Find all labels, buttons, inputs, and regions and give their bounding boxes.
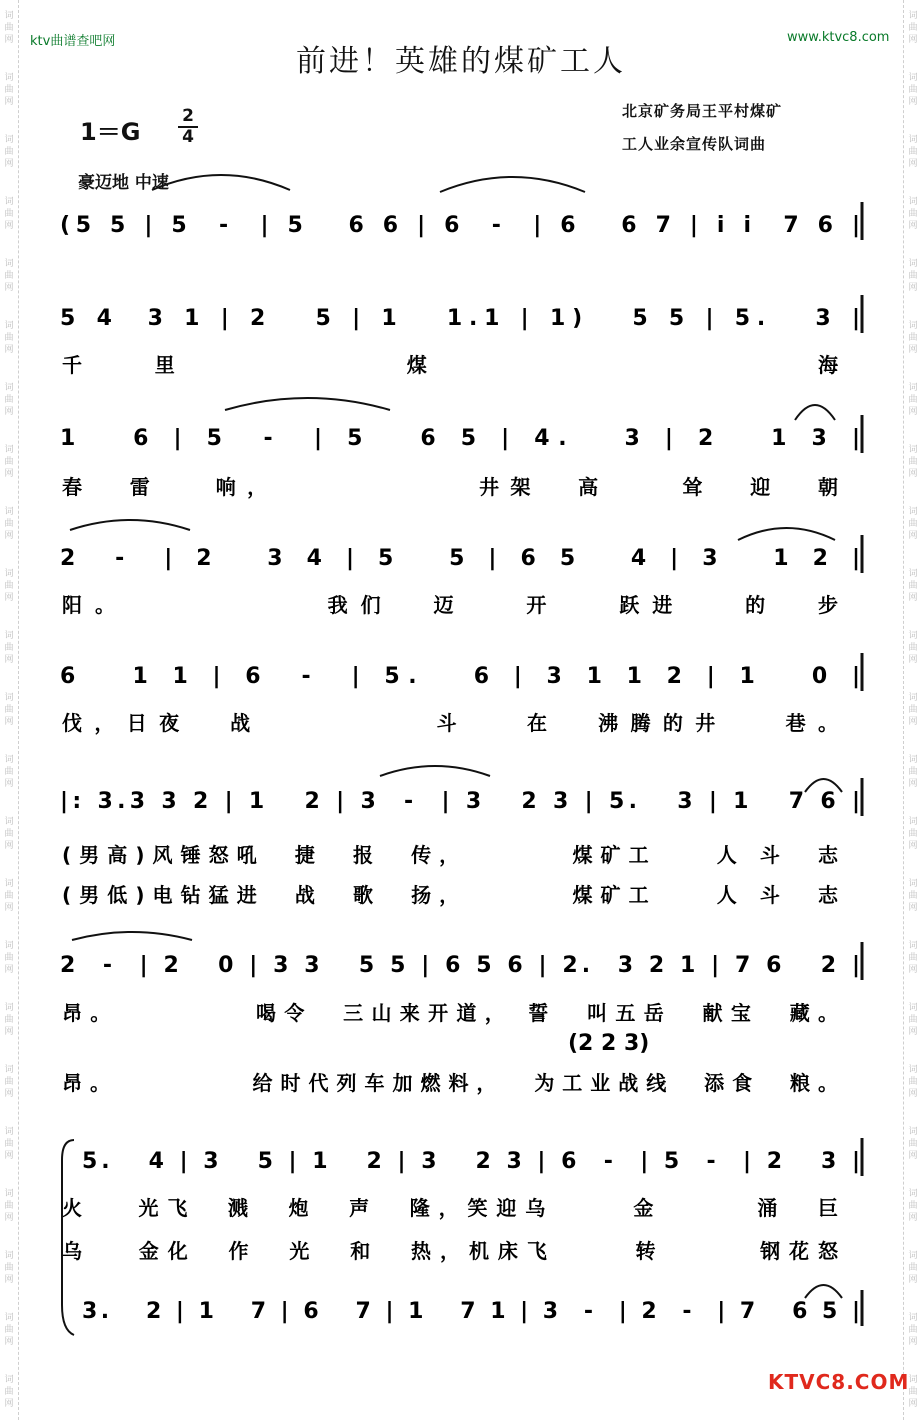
notation-row: (5 5 | 5 - | 5 6 6 | 6 - | 6 6 7 | i i 7 6 | xyxy=(60,213,861,238)
lyric-line: 春 雷 响， 井架 高 耸 迎 朝 xyxy=(62,475,841,499)
watermark-text: 词 曲 网 xyxy=(908,1251,918,1285)
notation-row-lower: 3. 2 | 1 7 | 6 7 | 1 7 1 | 3 - | 2 - | 7 6 5 | xyxy=(82,1299,860,1324)
watermark-text: 词 曲 网 xyxy=(908,321,918,355)
site-name-left[interactable]: ktv曲谱查吧网 xyxy=(30,34,116,49)
watermark-text: 词 曲 网 xyxy=(4,1127,14,1161)
system-bracket xyxy=(62,1140,74,1335)
tie-arc xyxy=(738,528,835,540)
watermark-text: 词 曲 网 xyxy=(908,1375,918,1409)
lyric-line: 阳。 我们 迈 开 跃进 的 步 xyxy=(62,593,840,617)
notation-row: 2 - | 2 3 4 | 5 5 | 6 5 4 | 3 1 2 | xyxy=(60,546,860,571)
watermark-text: 词 曲 网 xyxy=(4,135,14,169)
lyric-line: 伐，日夜 战 斗 在 沸腾的井 巷。 xyxy=(62,711,840,735)
watermark-text: 词 曲 网 xyxy=(4,445,14,479)
watermark-text: 词 曲 网 xyxy=(4,693,14,727)
watermark-text: 词 曲 网 xyxy=(4,1003,14,1037)
watermark-text: 词 曲 网 xyxy=(4,1375,14,1409)
lyric-line: 乌 金化 作 光 和 热，机床飞 转 钢花怒 xyxy=(62,1239,841,1263)
watermark-text: 词 曲 网 xyxy=(4,507,14,541)
credit-line-1: 北京矿务局王平村煤矿 xyxy=(622,102,783,120)
watermark-text: 词 曲 网 xyxy=(908,197,918,231)
watermark-text: 词 曲 网 xyxy=(4,383,14,417)
tie-arc xyxy=(70,520,190,530)
watermark-text: 词 曲 网 xyxy=(908,693,918,727)
notation-row: 2 - | 2 0 | 3 3 5 5 | 6 5 6 | 2. 3 2 1 | 7 6 2 | xyxy=(60,953,861,978)
watermark-text: 词 曲 网 xyxy=(908,1065,918,1099)
watermark-text: 词 曲 网 xyxy=(4,197,14,231)
notation-row: 1 6 | 5 - | 5 6 5 | 4. 3 | 2 1 3 | xyxy=(60,426,860,451)
watermark-text: 词 曲 网 xyxy=(908,1003,918,1037)
key-signature: 1＝G xyxy=(80,118,141,146)
watermark-text: 词 曲 网 xyxy=(4,259,14,293)
watermark-text: 词 曲 网 xyxy=(4,879,14,913)
tie-arc xyxy=(72,932,192,940)
watermark-text: 词 曲 网 xyxy=(908,507,918,541)
watermark-text: 词 曲 网 xyxy=(4,1189,14,1223)
watermark-text: 词 曲 网 xyxy=(4,1313,14,1347)
watermark-text: 词 曲 网 xyxy=(908,1189,918,1223)
watermark-text: 词 曲 网 xyxy=(4,755,14,789)
song-title: 前进！英雄的煤矿工人 xyxy=(296,44,626,79)
lyric-line: 昂。 喝令 三山来开道， 誓 叫五岳 献宝 藏。 xyxy=(62,1001,841,1025)
watermark-text: 词 曲 网 xyxy=(908,631,918,665)
watermark-text: 词 曲 网 xyxy=(908,569,918,603)
watermark-text: 词 曲 网 xyxy=(908,383,918,417)
watermark-text: 词 曲 网 xyxy=(4,817,14,851)
notation-row: 5 4 3 1 | 2 5 | 1 1.1 | 1) 5 5 | 5. 3 | xyxy=(60,306,860,331)
watermark-text: 词 曲 网 xyxy=(4,631,14,665)
watermark-text: 词 曲 网 xyxy=(4,1251,14,1285)
lyric-line: (男低)电钻猛进 战 歌 扬， 煤矿工 人 斗 志 xyxy=(62,883,840,907)
site-url-right[interactable]: www.ktvc8.com xyxy=(787,30,890,45)
lyric-line: (男高)风锤怒吼 捷 报 传， 煤矿工 人 斗 志 xyxy=(62,843,840,867)
lyric-line: 昂。 给时代列车加燃料， 为工业战线 添食 粮。 xyxy=(62,1071,840,1095)
watermark-text: 词 曲 网 xyxy=(908,755,918,789)
watermark-text: 词 曲 网 xyxy=(4,1065,14,1099)
lyric-line: 火 光飞 溅 炮 声 隆，笑迎乌 金 涌 巨 xyxy=(62,1196,840,1220)
watermark-text: 词 曲 网 xyxy=(908,817,918,851)
watermark-text: 词 曲 网 xyxy=(4,11,14,45)
watermark-text: 词 曲 网 xyxy=(908,941,918,975)
tie-arc xyxy=(225,398,390,410)
watermark-text: 词 曲 网 xyxy=(4,73,14,107)
watermark-text: 词 曲 网 xyxy=(4,569,14,603)
tie-arc xyxy=(795,405,835,420)
tie-arc xyxy=(805,1285,842,1298)
watermark-text: 词 曲 网 xyxy=(908,135,918,169)
credit-line-2: 工人业余宣传队词曲 xyxy=(622,135,767,153)
watermark-text: 词 曲 网 xyxy=(908,445,918,479)
tempo-marking: 豪迈地 中速 xyxy=(78,173,169,193)
tie-arc xyxy=(152,175,290,190)
watermark-text: 词 曲 网 xyxy=(908,259,918,293)
watermark-text: 词 曲 网 xyxy=(908,1313,918,1347)
watermark-text: 词 曲 网 xyxy=(908,879,918,913)
tie-arc xyxy=(440,177,585,192)
notation-row: 5. 4 | 3 5 | 1 2 | 3 2 3 | 6 - | 5 - | 2 3 | xyxy=(82,1149,860,1174)
watermark-text: 词 曲 网 xyxy=(908,73,918,107)
time-top: 2 xyxy=(182,106,194,126)
time-bottom: 4 xyxy=(182,127,194,147)
watermark-text: 词 曲 网 xyxy=(908,11,918,45)
watermark-text: 词 曲 网 xyxy=(4,941,14,975)
notation-row: |: 3.3 3 2 | 1 2 | 3 - | 3 2 3 | 5. 3 | 1 7 6 | xyxy=(60,789,861,814)
notation-row: 6 1 1 | 6 - | 5. 6 | 3 1 1 2 | 1 0 | xyxy=(60,664,861,689)
site-logo[interactable]: KTVC8.COM xyxy=(768,1370,910,1394)
watermark-text: 词 曲 网 xyxy=(4,321,14,355)
watermark-text: 词 曲 网 xyxy=(908,1127,918,1161)
tie-arc xyxy=(380,766,490,776)
lyric-line: 千里 煤 海 xyxy=(62,353,840,377)
lyric-line: (2 2 3) xyxy=(568,1031,650,1056)
